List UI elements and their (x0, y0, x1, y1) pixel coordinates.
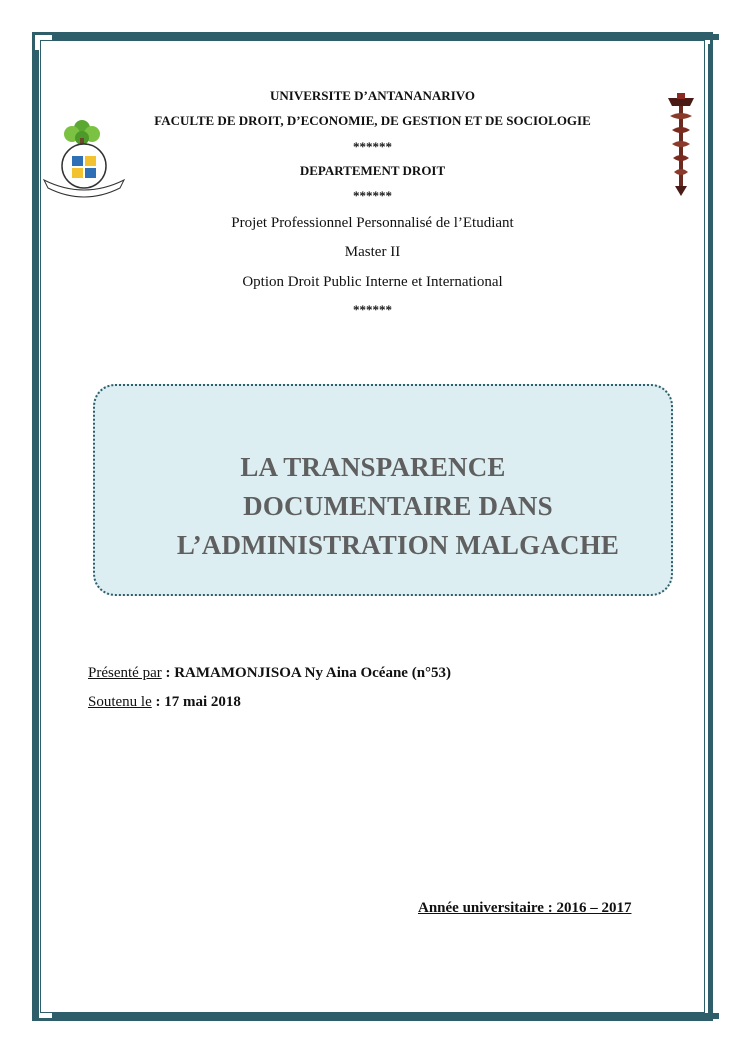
defense-line (88, 694, 241, 711)
presenter-colon: : (161, 665, 175, 681)
presenter-label: Présenté par (88, 665, 162, 681)
thesis-title-line-1: LA TRANSPARENCE (240, 452, 506, 482)
project-type: Projet Professionnel Personnalisé de l’Etudiant (231, 215, 514, 231)
degree-level: Master II (344, 244, 401, 260)
faculty-name: FACULTE DE DROIT, D’ECONOMIE, DE GESTION ET DE SOCIOLOGIE (154, 113, 591, 128)
separator: ****** (353, 188, 392, 203)
title-box (93, 384, 673, 596)
academic-year: Année universitaire : 2016 – 2017 (418, 900, 632, 916)
presenter-line (88, 665, 451, 682)
thesis-title-line-2: DOCUMENTAIRE DANS (243, 491, 553, 521)
defense-label: Soutenu le (88, 694, 152, 710)
frame-bar-bottom (52, 1013, 719, 1019)
defense-colon: : (151, 694, 165, 710)
frame-bar-top (52, 34, 719, 40)
department-name: DEPARTEMENT DROIT (299, 163, 446, 178)
university-name: UNIVERSITE D’ANTANANARIVO (270, 88, 475, 103)
separator: ****** (353, 302, 392, 317)
presenter-name: RAMAMONJISOA Ny Aina Océane (n°53) (174, 665, 452, 681)
thesis-title-line-3: L’ADMINISTRATION MALGACHE (176, 530, 620, 560)
separator: ****** (353, 139, 392, 154)
degree-option: Option Droit Public Interne et International (242, 274, 503, 290)
defense-date: 17 mai 2018 (164, 694, 241, 710)
